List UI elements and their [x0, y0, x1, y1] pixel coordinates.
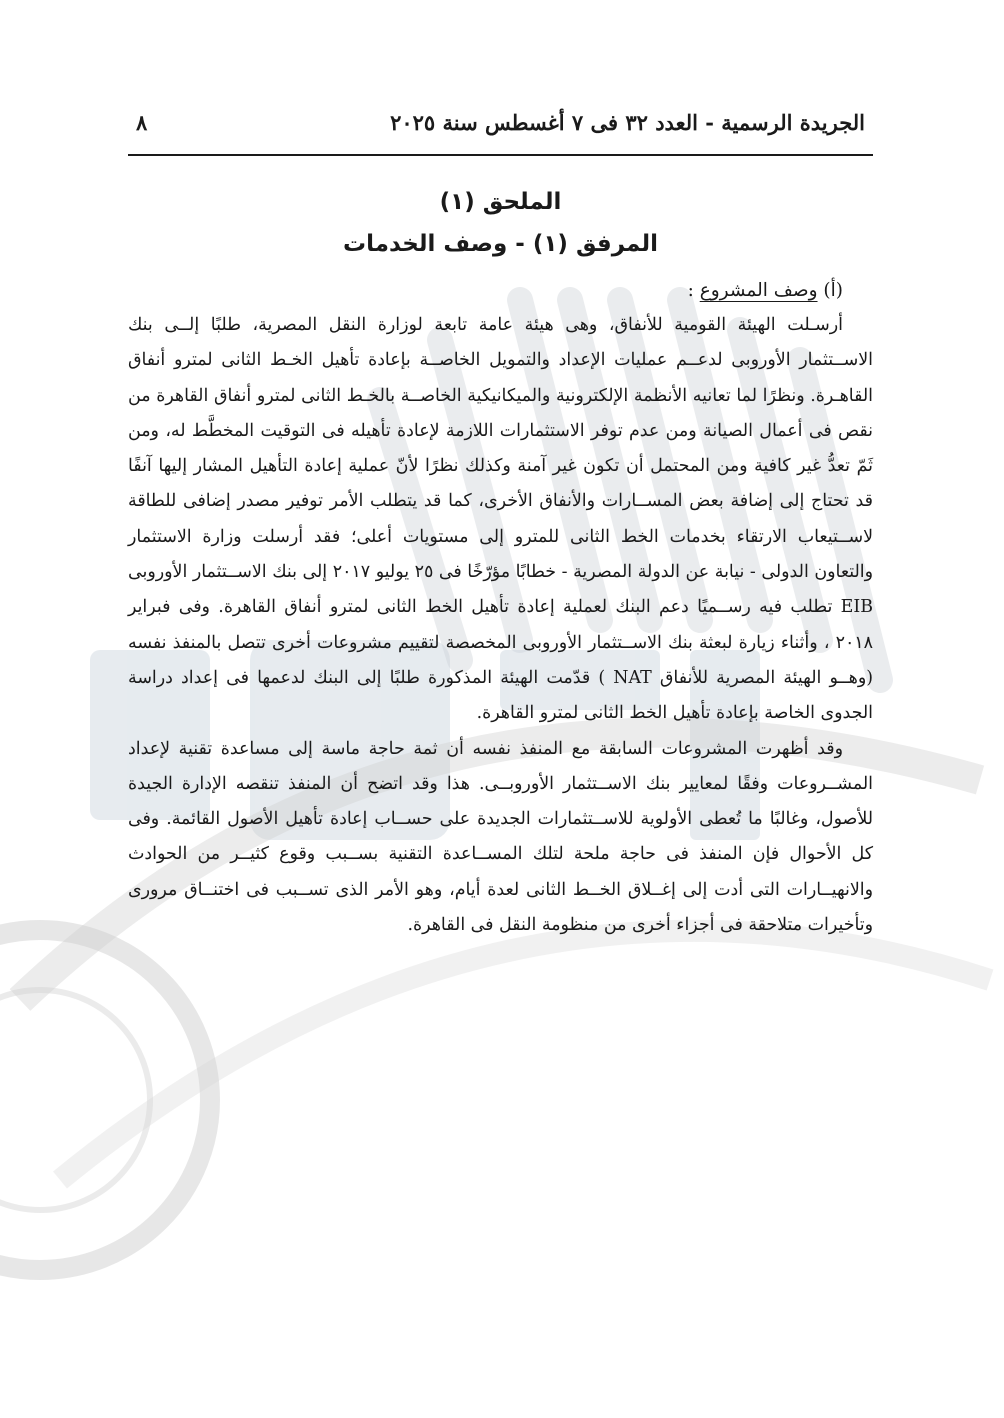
watermark-seal-inner: [0, 990, 150, 1210]
running-header: [128, 110, 873, 156]
watermark-seal: [0, 930, 210, 1270]
page-number: ٨: [136, 110, 148, 135]
header-running-title: الجريدة الرسمية - العدد ٣٢ فى ٧ أغسطس سنة ٢٠٢٥: [390, 110, 865, 135]
body-paragraph-1: أرسـلت الهيئة القومية للأنفاق، وهى هيئة عامة تابعة لوزارة النقل المصرية، طلبًا إلــى بنك الاســتثمار الأوروبى لدعــم عمليات الإعداد والتمويل الخاصــة بإعادة تأهيل الخـط الثانى لمترو أنفاق القاهـرة. ونظرًا لما تعانيه الأنظمة الإلكترونية والميكانيكية الخاصــة بالخـط الثانى لمترو أنفاق القاهرة من نقص فى أعمال الصيانة ومن عدم توفر الاستثمارات اللازمة لإعادة تأهيله فى التوقيت المخطَّط له، ومن ثَمّ تعدُّ غير كافية ومن المحتمل أن تكون غير آمنة وكذلك نظرًا لأنّ عملية إعادة التأهيل المشار إليها آنفًا قد تحتاج إلى إضافة بعض المســارات والأنفاق الأخرى، كما قد يتطلب الأمر توفير مصدر إضافى للطاقة لاســتيعاب الارتقاء بخدمات الخط الثانى للمترو إلى مستويات أعلى؛ فقد أرسلت وزارة الاستثمار والتعاون الدولى - نيابة عن الدولة المصرية - خطابًا مؤرّخًا فى ٢٥ يوليو ٢٠١٧ إلى بنك الاســتثمار الأوروبى EIB تطلب فيه رســميًا دعم البنك لعملية إعادة تأهيل الخط الثانى لمترو أنفاق القاهرة. وفى فبراير ٢٠١٨ ، وأثناء زيارة لبعثة بنك الاســتثمار الأوروبى المخصصة لتقييم مشروعات أخرى تتصل بالمنفذ نفسه (وهــو الهيئة المصرية للأنفاق NAT ) قدّمت الهيئة المذكورة طلبًا إلى البنك لدعمها فى إعداد دراسة الجدوى الخاصة بإعادة تأهيل الخط الثانى لمترو القاهرة.: [128, 315, 874, 724]
annex-subtitle: المرفق (١) - وصف الخدمات: [343, 231, 658, 257]
document-page: [128, 110, 873, 943]
section-heading: [128, 274, 873, 308]
annex-title: الملحق (١): [439, 189, 562, 215]
body-paragraph-2: وقد أظهرت المشروعات السابقة مع المنفذ نفسه أن ثمة حاجة ماسة إلى مساعدة تقنية لإعداد المشــروعات وفقًا لمعايير بنك الاســتثمار الأوروبــى. هذا وقد اتضح أن المنفذ تنقصه الإدارة الجيدة للأصول، وغالبًا ما تُعطى الأولوية للاســتثمارات الجديدة على حســاب إعادة تأهيل الأصول القائمة. وفى كل الأحوال فإن المنفذ فى حاجة ملحة لتلك المســاعدة التقنية بســبب وقوع كثيــر من الحوادث والانهيــارات التى أدت إلى إغــلاق الخــط الثانى لعدة أيام، وهو الأمر الذى تســبب فى اختنــاق مرورى وتأخيرات متلاحقة فى أجزاء أخرى من منظومة النقل فى القاهرة.: [128, 738, 873, 936]
section-suffix: :: [687, 280, 694, 301]
heading-block: [128, 182, 873, 264]
section-marker: (أ): [823, 280, 843, 301]
watermark-arc: [60, 931, 990, 1180]
section-label: وصف المشروع: [699, 280, 818, 301]
